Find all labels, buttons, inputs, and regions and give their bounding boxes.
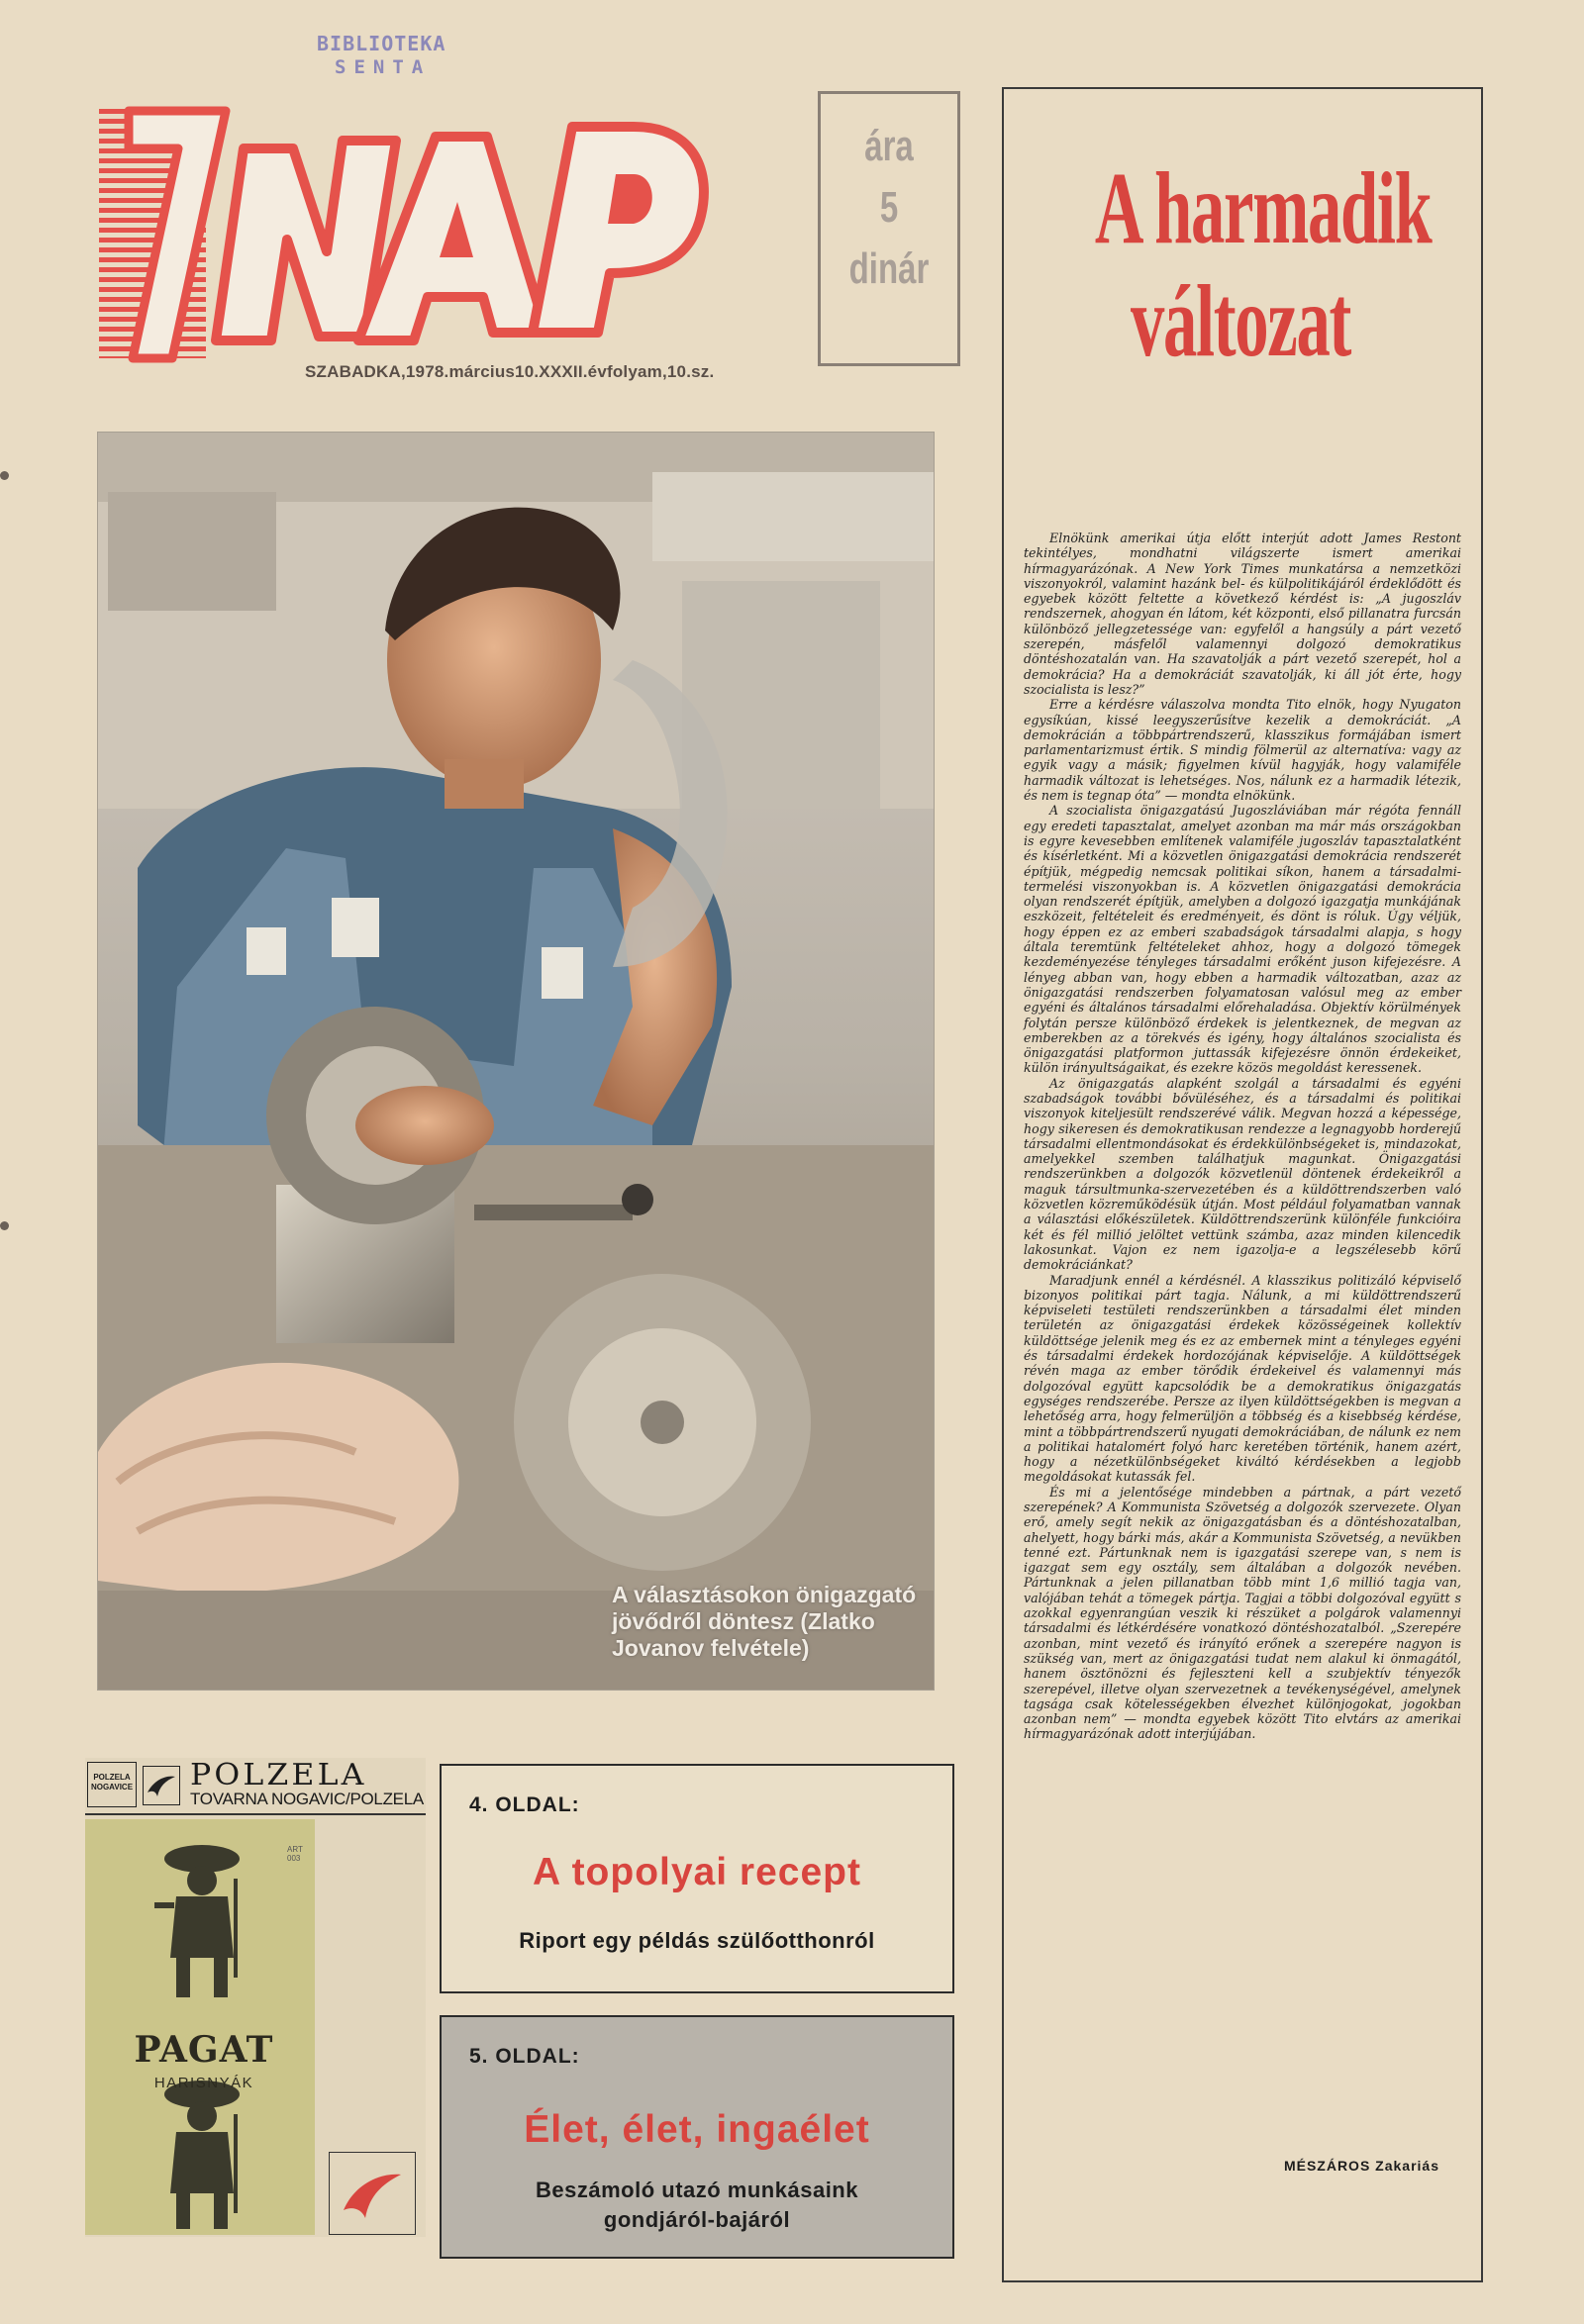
jester-figure-icon — [85, 1819, 315, 2235]
headline-line-2: változat — [1131, 264, 1350, 378]
teaser-page-4[interactable] — [440, 1764, 954, 1993]
ad-header — [85, 1758, 426, 1815]
masthead-logo-graphic — [99, 99, 713, 366]
photo-caption: A választásokon önigazgató jövődről döntesz (Zlatko Jovanov felvétele) — [612, 1582, 917, 1661]
teaser-4-title: A topolyai recept — [533, 1851, 861, 1893]
swallow-logo-icon — [329, 2152, 416, 2235]
ad-product-panel — [85, 1819, 315, 2235]
article-paragraph: Maradjunk ennél a kérdésnél. A klasszikus politizáló képviselő bizonyos politikai párt tagja. Nálunk, a mi küldöttrendszerű képviseleti testületi rendszerünkben a társadalmi élet minden területén az önigazgatási érdekek közösségeinek kollektív küldöttsége jelenik meg és ez az embernek mint a tényleges egyéni és társadalmi érdekek hordozójának képviselője. A küldöttségek révén maga az ember törődik érdekeivel és valamennyi más dolgozóval együtt kapcsolódik be a demokratikus önigazgatás egységes rendszerébe. Persze az ilyen küldöttségekben is megvan a lehetőség arra, hogy felmerüljön a többség és a kisebbség kérdése, mint a többpártrendszerű nyugati demokráciában, de nálunk ez nem a politikai hatalomért folyó harc keretében történik, hanem azért, hogy a nézetkülönbségeket kiváltó kérdésekben a legjobb megoldásokat kutassák fel. — [1024, 1272, 1461, 1485]
masthead-title — [99, 99, 102, 100]
article-paragraph: És mi a jelentősége mindebben a pártnak, a párt vezető szerepének? A Kommunista Szövetség a dolgozók szervezete. Olyan erő, amely segít nekik az önigazgatásban és a döntéshozatalban, ahelyett, hogy bárki más, akár a Kommunista Szövetség, a nevükben tenné ezt. Pártunknak nem is igazgatási szerepe van, s nem is igazgat sem egy osztály, sem általában a dolgozók nevében. Pártunknak a jelen pillanatban több mint 1,6 millió tagja van, valójában tehát a tömegek pártja. Tagjai a többi dolgozóval együtt s azokkal egyenrangúan veszik ki részüket a polgárok valamennyi társadalmi és létkérdésére vonatkozó döntéshozatalból. „Szerepére azonban, mint vezető és irányító erőnek a szerepére nagyon is szükség van, mert az önigazgatási tudat nem alakul ki önmagától, hanem ösztönözni és fejleszteni kell a szubjektív tényezők szerepével, illetve olyan szervezetnek a tevékenységével, amelynek tagsága csak kötelességekben élvezhet különjogokat, jogokban azonban nem” — mondta egyebek között Tito elvtárs az amerikai hírmagyarázónak adott interjújában. — [1024, 1484, 1461, 1742]
stamp-line-2: SENTA — [335, 56, 432, 78]
price-box — [818, 91, 960, 366]
article-paragraph: Erre a kérdésre válaszolva mondta Tito elnök, hogy Nyugaton egysíkúan, kissé leegyszerűsítve kezelik a demokráciát. „A demokrácián a többpártrendszerű, klasszikus formájában ismert parlamentarizmust értik. S mindig fölmerül az alternatíva: vagy az egyik vagy a másik; figyelmen kívül hagyják, hogy valamiféle harmadik változat is lehetséges. Nos, nálunk ez a harmadik létezik, és nem is tegnap óta” — mondta elnökünk. — [1024, 697, 1461, 804]
headline-line-1: A harmadik — [1094, 151, 1432, 265]
cover-photo-illustration — [98, 433, 934, 1690]
price-currency: dinár — [848, 244, 930, 293]
ad-subline: TOVARNA NOGAVIC/POLZELA — [190, 1790, 424, 1808]
binding-hole — [0, 471, 9, 480]
article-paragraph: Az önigazgatás alapként szolgál a társadalmi és egyéni szabadságok további bővüléséhez, és a társadalmi és politikai viszonyok kiteljesült rendszerévé válik. Megvan hozzá a képessége, hogy sikeresen és demokratikusan rendezze a legnagyobb horderejű társadalmi ellentmondásokat és érdekkülönbségeket is, mindazokat, amelyekkel szemben találhatjuk magunkat. Önigazgatási rendszerünkben a dolgozók közvetlenül döntenek érdekeikről a maguk társultmunka-szervezetében és a küldöttrendszerben való közvetlen közreműködésük útján. Most például folyamatban vannak a választási előkészületek. Küldöttrendszerünk különféle funkcióira két és fél millió jelöltet vettünk számba, azaz minden kilencedik lakosunkat. Vajon ez nem igazolja-e a legszélesebb körű demokráciánkat? — [1024, 1075, 1461, 1273]
ad-product-type: HARISNYÁK — [153, 2075, 254, 2091]
article-body — [1024, 531, 1461, 1742]
masthead-logo — [99, 99, 713, 386]
article-paragraph: Elnökünk amerikai útja előtt interjút adott James Restont tekintélyes, mondhatni világszerte ismert amerikai hírmagyarázónak. A New York Times munkatársa a nemzetközi viszonyokról, valamint hazánk bel- és külpolitikájáról érdeklődött és egyebek között feltette a következő kérdést is: „A jugoszláv rendszernek, ahogyan én látom, két központi, első pillanatra furcsán különböző jellegzetessége van: egyfelől a hangsúly a párt vezető szerepén, másfelől valamennyi dolgozó demokratikus döntéshozatalán van. Ha szavatolják a párt vezető szerepét, hol a demokrácia? Ha a demokráciát szavatolják, ki áll jót érte, hogy szocialista is lesz?” — [1024, 531, 1461, 697]
ad-brand: POLZELA — [190, 1758, 367, 1792]
teaser-5-title: Élet, élet, ingaélet — [524, 2108, 870, 2151]
ad-code: ART 003 — [287, 1845, 303, 1863]
teaser-5-subtitle-line-1: Beszámoló utazó munkásaink — [536, 2178, 858, 2202]
issue-line: SZABADKA,1978.március10.XXXII.évfolyam,10.sz. — [305, 362, 715, 381]
price-value: 5 — [879, 183, 899, 232]
library-stamp — [317, 32, 446, 79]
article-headline — [1020, 152, 1461, 378]
price-label: ára — [864, 122, 914, 170]
teaser-page-5[interactable] — [440, 2015, 954, 2259]
teaser-4-label: 4. OLDAL: — [469, 1793, 580, 1816]
teaser-5-label: 5. OLDAL: — [469, 2045, 580, 2068]
article-byline: MÉSZÁROS Zakariás — [1283, 2158, 1439, 2174]
cover-photo — [97, 432, 935, 1691]
binding-hole — [0, 1221, 9, 1230]
teaser-5-subtitle-line-2: gondjáról-bajáról — [603, 2207, 791, 2232]
swallow-logo-icon — [143, 1766, 180, 1805]
teaser-4-subtitle: Riport egy példás szülőotthonról — [519, 1928, 875, 1953]
article-paragraph: A szocialista önigazgatású Jugoszláviában már régóta fennáll egy eredeti tapasztalat, amelyet azonban ma már más országokban is egyre kevesebben említenek valamiféle jugoszláv tapasztalatként és kísérletként. Mi a közvetlen önigazgatási demokrácia rendszerét építjük, mégpedig nemcsak politikai síkon, hanem a társadalmi-termelési viszonyokban is. A közvetlen önigazgatási demokrácia olyan rendszerét építjük, amelyben a dolgozó igazgatja munkájának eszközeit, feltételeit és eredményeit, és dönt is róluk. Úgy véljük, hogy éppen ez az emberi szabadságok társadalmi alapja, s hogy általa teremtünk feltételeket ahhoz, hogy a dolgozó tömegek kezdeményezése tényleges társadalmi erőként juson kifejezésre. A lényeg abban van, hogy ebben a harmadik változatban, azaz az önigazgatási rendszerben folyamatosan valósul meg az ember egyéni és általános társadalmi előrehaladása. Objektív körülmények folytán persze különböző érdekek is jelentkeznek, de megvan az emberekben az a törekvés és igény, hogy általános szocialista és önigazgatási platformon juttassák kifejezésre önnön érdekeiket, külön irányultságaikat, és ezekre közös megoldást keressenek. — [1024, 803, 1461, 1076]
stamp-line-1: BIBLIOTEKA — [317, 32, 446, 55]
ad-product-name: PAGAT — [134, 2029, 274, 2071]
polzela-advertisement — [85, 1758, 426, 2237]
ad-badge: POLZELA NOGAVICE — [87, 1762, 137, 1807]
